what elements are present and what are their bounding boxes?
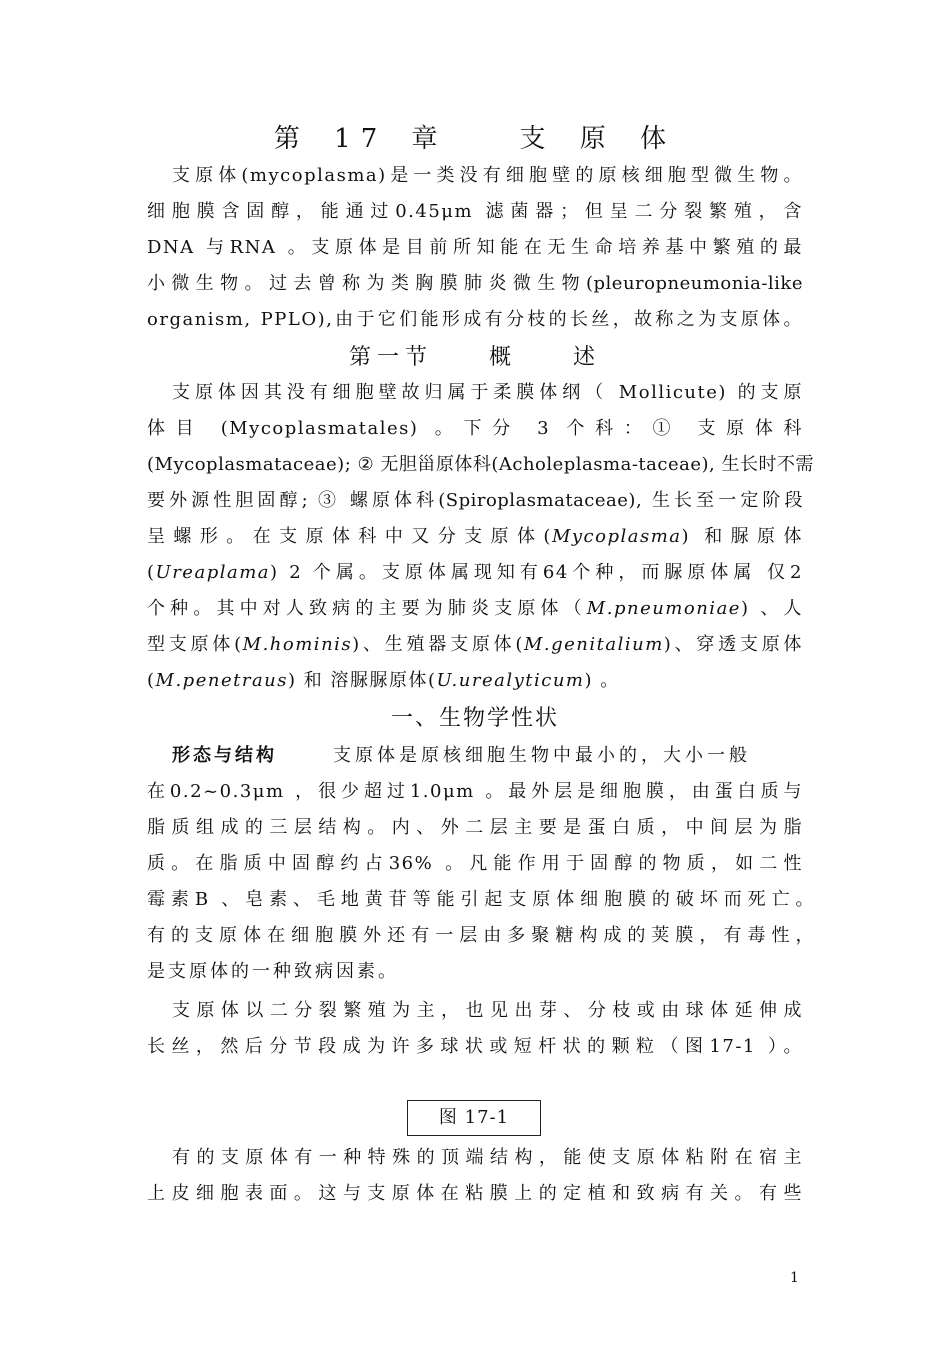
morphology-line-3: 脂质组成的三层结构。内、外二层主要是蛋白质，中间层为脂	[147, 817, 803, 838]
text-fragment: 个种。其中对人致病的主要为肺炎支原体（	[147, 598, 587, 619]
species-name: M.pneumoniae	[586, 598, 741, 619]
morphology-line-1	[172, 738, 803, 774]
species-name: M.hominis	[242, 634, 353, 655]
overview-line-5	[147, 519, 803, 555]
text-fragment: 型支原体(	[147, 634, 243, 655]
intro-line-5: organism, PPLO),由于它们能形成有分枝的长丝，故称之为支原体。	[147, 309, 803, 330]
text-fragment: 支原体是原核细胞生物中最小的，大小一般	[333, 745, 751, 766]
reproduction-line-2: 长丝，然后分节段成为许多球状或短杆状的颗粒（图17-1 ）。	[147, 1036, 803, 1057]
morphology-line-6: 有的支原体在细胞膜外还有一层由多聚糖构成的荚膜，有毒性，	[147, 925, 815, 946]
intro-line-2: 细胞膜含固醇，能通过0.45μm 滤菌器；但呈二分裂繁殖，含	[147, 201, 803, 222]
morphology-line-2: 在0.2~0.3μm ，很少超过1.0μm 。最外层是细胞膜，由蛋白质与	[147, 781, 803, 802]
morphology-line-5: 霉素B 、皂素、毛地黄苷等能引起支原体细胞膜的破坏而死亡。	[147, 889, 815, 910]
chapter-title: 第 17 章 支 原 体	[273, 124, 677, 154]
genus-name: Ureaplama	[155, 562, 270, 583]
morphology-line-7: 是支原体的一种致病因素。	[147, 961, 399, 982]
figure-placeholder: 图 17-1	[407, 1100, 541, 1136]
attachment-line-1: 有的支原体有一种特殊的顶端结构，能使支原体粘附在宿主	[172, 1147, 803, 1168]
overview-line-6	[147, 555, 803, 591]
text-fragment: ) 2 个属。支原体属现知有64个种，而脲原体属 仅2	[270, 562, 803, 583]
text-fragment: )、穿透支原体	[663, 634, 803, 655]
species-name: M.penetraus	[155, 670, 289, 691]
species-name: M.genitalium	[523, 634, 664, 655]
overview-line-9	[147, 663, 803, 699]
overview-line-7	[147, 591, 803, 627]
section-title: 第一节 概 述	[348, 345, 601, 370]
intro-line-1: 支原体(mycoplasma)是一类没有细胞壁的原核细胞型微生物。	[172, 165, 803, 186]
overview-line-2: 体目 (Mycoplasmatales) 。下分 3 个科：① 支原体科	[147, 418, 803, 439]
genus-name: Mycoplasma	[551, 526, 682, 547]
intro-line-3: DNA 与RNA 。支原体是目前所知能在无生命培养基中繁殖的最	[147, 237, 803, 258]
text-fragment: ) 和脲原体	[681, 526, 803, 547]
intro-line-4: 小微生物。过去曾称为类胸膜肺炎微生物(pleuropneumonia-like	[147, 273, 803, 294]
overview-line-8	[147, 627, 803, 663]
species-name: U.urealyticum	[436, 670, 585, 691]
overview-line-4: 要外源性胆固醇; ③ 螺原体科(Spiroplasmataceae), 生长至一定阶段	[147, 490, 803, 511]
morphology-label: 形态与结构	[172, 745, 277, 766]
text-fragment: ) 、人	[740, 598, 803, 619]
reproduction-line-1: 支原体以二分裂繁殖为主，也见出芽、分枝或由球体延伸成	[172, 1000, 803, 1021]
morphology-line-4: 质。在脂质中固醇约占36% 。凡能作用于固醇的物质，如二性	[147, 853, 803, 874]
text-fragment: (	[147, 562, 156, 583]
text-fragment: 呈螺形。在支原体科中又分支原体(	[147, 526, 552, 547]
attachment-line-2: 上皮细胞表面。这与支原体在粘膜上的定植和致病有关。有些	[147, 1183, 803, 1204]
overview-line-3: (Mycoplasmataceae); ② 无胆甾原体科(Acholeplasma-taceae), 生长时不需	[147, 454, 814, 475]
text-fragment: (	[147, 670, 156, 691]
text-fragment: ) 和 溶脲脲原体(	[288, 670, 437, 691]
text-fragment: ) 。	[584, 670, 620, 691]
subsection-title: 一、生物学性状	[390, 706, 559, 731]
overview-line-1: 支原体因其没有细胞壁故归属于柔膜体纲（ Mollicute) 的支原	[172, 382, 803, 403]
text-fragment: )、生殖器支原体(	[352, 634, 524, 655]
page-number: 1	[790, 1270, 799, 1286]
